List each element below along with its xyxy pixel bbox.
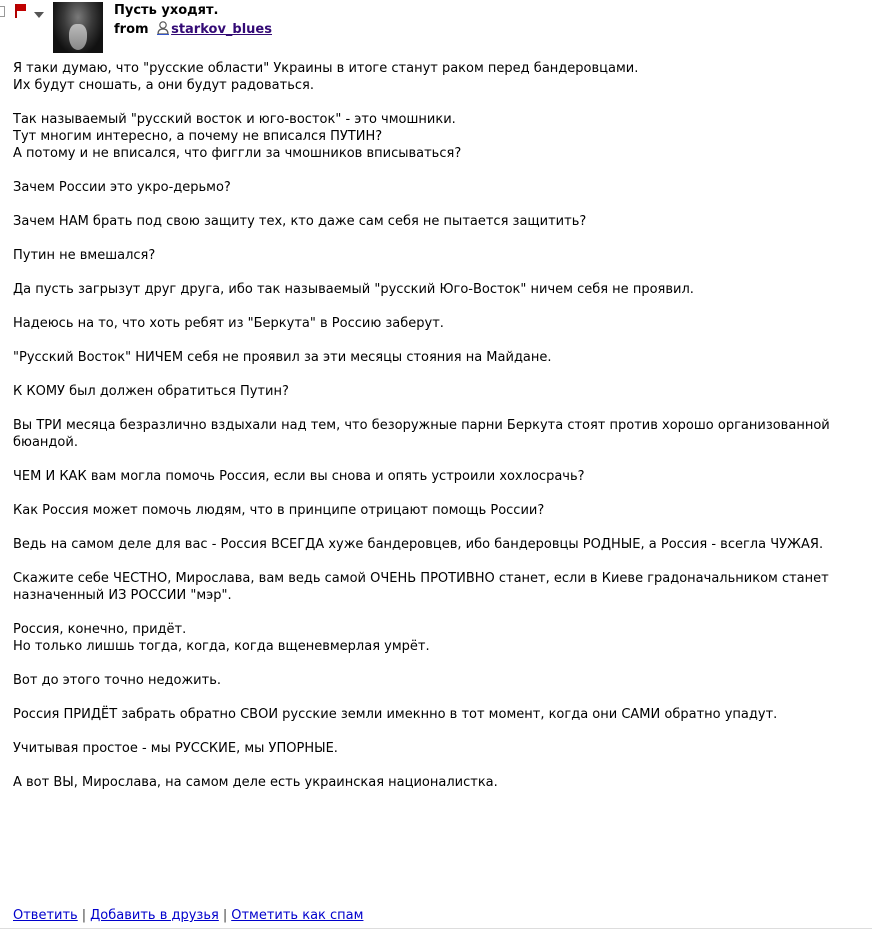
message-paragraph: [13, 536, 863, 553]
message-line: Да пусть загрызут друг друга, ибо так называемый "русский Юго-Восток" ничем себя не проявил.: [13, 282, 694, 297]
message-paragraph: [13, 672, 863, 689]
message-paragraph: [13, 179, 863, 196]
message-line: А потому и не вписался, что фиггли за чмошников вписываться?: [13, 146, 462, 161]
add-friend-link[interactable]: Добавить в друзья: [90, 908, 219, 923]
message-line: К КОМУ был должен обратиться Путин?: [13, 384, 289, 399]
message-paragraph: [13, 774, 863, 791]
message-line: Скажите себе ЧЕСТНО, Мирослава, вам ведь самой ОЧЕНЬ ПРОТИВНО станет, если в Киеве градоначальником станет: [13, 571, 829, 586]
avatar[interactable]: [53, 2, 103, 53]
message-line: Их будут сношать, а они будут радоваться.: [13, 78, 314, 93]
message-line: назначенный ИЗ РОССИИ "мэр".: [13, 588, 232, 603]
user-icon[interactable]: [157, 21, 169, 35]
message-paragraph: [13, 111, 863, 162]
separator: |: [81, 908, 87, 923]
message-paragraph: [13, 417, 863, 451]
message-header: [0, 0, 872, 56]
message-paragraph: [13, 468, 863, 485]
message-line: Надеюсь на то, что хоть ребят из "Беркута" в Россию заберут.: [13, 316, 444, 331]
message-paragraph: [13, 315, 863, 332]
message-paragraph: [13, 383, 863, 400]
message-line: Зачем НАМ брать под свою защиту тех, кто даже сам себя не пытается защитить?: [13, 214, 587, 229]
message-line: бюандой.: [13, 435, 78, 450]
message-line: Но только лишшь тогда, когда, когда вщеневмерлая умрёт.: [13, 639, 430, 654]
message-paragraph: [13, 60, 863, 94]
message-actions: [13, 908, 363, 923]
message-line: Как Россия может помочь людям, что в принципе отрицают помощь России?: [13, 503, 545, 518]
flag-icon[interactable]: [15, 4, 27, 18]
mark-spam-link[interactable]: Отметить как спам: [231, 908, 364, 923]
message-line: Тут многим интересно, а почему не вписался ПУТИН?: [13, 129, 383, 144]
message-line: Россия, конечно, придёт.: [13, 622, 187, 637]
message-paragraph: [13, 213, 863, 230]
message-line: Путин не вмешался?: [13, 248, 156, 263]
message-paragraph: [13, 740, 863, 757]
message-body: [13, 60, 863, 808]
message-line: "Русский Восток" НИЧЕМ себя не проявил за эти месяцы стояния на Майдане.: [13, 350, 552, 365]
divider: [0, 928, 872, 929]
message-line: ЧЕМ И КАК вам могла помочь Россия, если вы снова и опять устроили хохлосрачь?: [13, 469, 585, 484]
message-subject: Пусть уходят.: [114, 3, 219, 18]
author-link[interactable]: starkov_blues: [171, 22, 272, 37]
message-line: А вот ВЫ, Мирослава, на самом деле есть украинская националистка.: [13, 775, 498, 790]
separator: |: [222, 908, 228, 923]
message-paragraph: [13, 706, 863, 723]
message-line: Зачем России это укро-дерьмо?: [13, 180, 231, 195]
message-line: Так называемый "русский восток и юго-восток" - это чмошники.: [13, 112, 456, 127]
message-line: Ведь на самом деле для вас - Россия ВСЕГДА хуже бандеровцев, ибо бандеровцы РОДНЫЕ, а Россия - всегла ЧУЖАЯ.: [13, 537, 824, 552]
chevron-down-icon[interactable]: [34, 12, 44, 18]
message-paragraph: [13, 570, 863, 604]
message-from: [114, 21, 272, 37]
message-line: Вы ТРИ месяца безразлично вздыхали над тем, что безоружные парни Беркута стоят против хорошо организованной: [13, 418, 830, 433]
select-checkbox[interactable]: [0, 6, 5, 17]
from-label: from: [114, 22, 149, 37]
message-paragraph: [13, 247, 863, 264]
message-paragraph: [13, 281, 863, 298]
message-paragraph: [13, 349, 863, 366]
reply-link[interactable]: Ответить: [13, 908, 78, 923]
message-line: Я таки думаю, что "русские области" Украины в итоге станут раком перед бандеровцами.: [13, 61, 639, 76]
message-paragraph: [13, 621, 863, 655]
message-line: Учитывая простое - мы РУССКИЕ, мы УПОРНЫЕ.: [13, 741, 338, 756]
message-paragraph: [13, 502, 863, 519]
message-line: Вот до этого точно недожить.: [13, 673, 221, 688]
message-line: Россия ПРИДЁТ забрать обратно СВОИ русские земли имекнно в тот момент, когда они САМИ обратно упадут.: [13, 707, 778, 722]
